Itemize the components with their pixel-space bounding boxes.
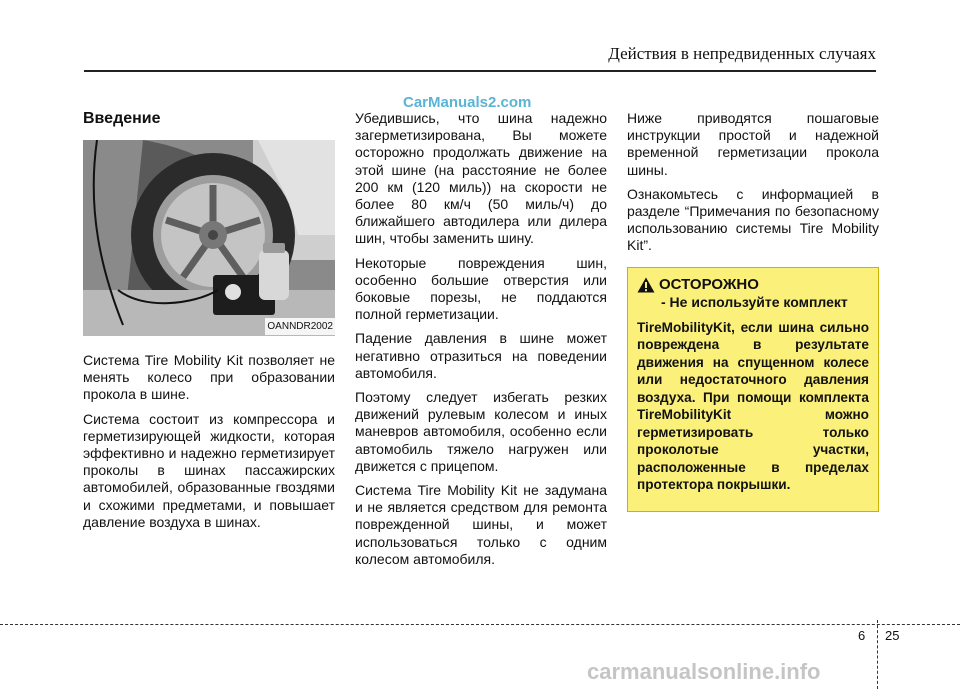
column-2 — [355, 110, 607, 575]
warning-subtitle: - Не используйте комплект — [661, 293, 848, 310]
tire-kit-photo — [83, 140, 335, 336]
watermark-bottom[interactable]: carmanualsonline.info — [587, 659, 821, 684]
paragraph: Система состоит из компрессора и герметизирующей жидкости, которая эффективно и надежно герметизирует проколы в шинах пассажирских автомобилей, образованные гвоздями и схожими предметами, и повышает давление воздуха в шинах. — [83, 410, 335, 530]
image-code: OANNDR2002 — [265, 318, 335, 335]
footer-divider — [877, 620, 878, 689]
paragraph: Некоторые повреждения шин, особенно большие отверстия или боковые порезы, не поддаются полной герметизации. — [355, 254, 607, 323]
warning-title: ОСТОРОЖНО — [659, 275, 759, 293]
column-3 — [627, 110, 879, 512]
column-1 — [83, 110, 335, 538]
watermark-top[interactable]: CarManuals2.com — [403, 94, 532, 111]
paragraph: Поэтому следует избегать резких движений рулевым колесом и иных маневров автомобиля, особенно если автомобиль тяжело нагружен или движется с прицепом. — [355, 389, 607, 474]
paragraph: Система Tire Mobility Kit позволяет не менять колесо при образовании прокола в шине. — [83, 352, 335, 403]
paragraph: Система Tire Mobility Kit не задумана и не является средством для ремонта поврежденной шины, и может использоваться только с одним колесом автомобиля. — [355, 482, 607, 567]
warning-triangle-icon — [637, 277, 655, 293]
paragraph: Ознакомьтесь с информацией в разделе “Примечания по безопасному использованию системы Tire Mobility Kit”. — [627, 185, 879, 254]
footer-rule — [0, 624, 960, 625]
chapter-number: 6 — [858, 628, 866, 643]
paragraph: Ниже приводятся пошаговые инструкции простой и надежной временной герметизации прокола шины. — [627, 110, 879, 178]
paragraph: Падение давления в шине может негативно отразиться на поведении автомобиля. — [355, 330, 607, 381]
warning-box — [627, 267, 879, 512]
page-number: 25 — [885, 628, 900, 643]
header-title: Действия в непредвиденных случаях — [608, 44, 876, 63]
header-rule — [84, 70, 876, 72]
section-heading: Введение — [83, 110, 161, 127]
warning-body: TireMobilityKit, если шина сильно повреждена в результате движения на спущенном колесе или недостаточного давления воздуха. При помощи комплекта TireMobilityKit можно герметизировать только проколотые участки, расположенные в пределах протектора покрышки. — [637, 319, 869, 493]
tire-kit-illustration — [83, 140, 335, 336]
warning-title-row — [637, 276, 869, 294]
paragraph: Убедившись, что шина надежно загерметизирована, Вы можете осторожно продолжать движение на этой шине (на расстояние не более 200 км (120 миль)) на скорости не более 80 км/ч (50 миль/ч) до ближайшего автодилера или дилера шин, чтобы заменить шину. — [355, 110, 607, 247]
